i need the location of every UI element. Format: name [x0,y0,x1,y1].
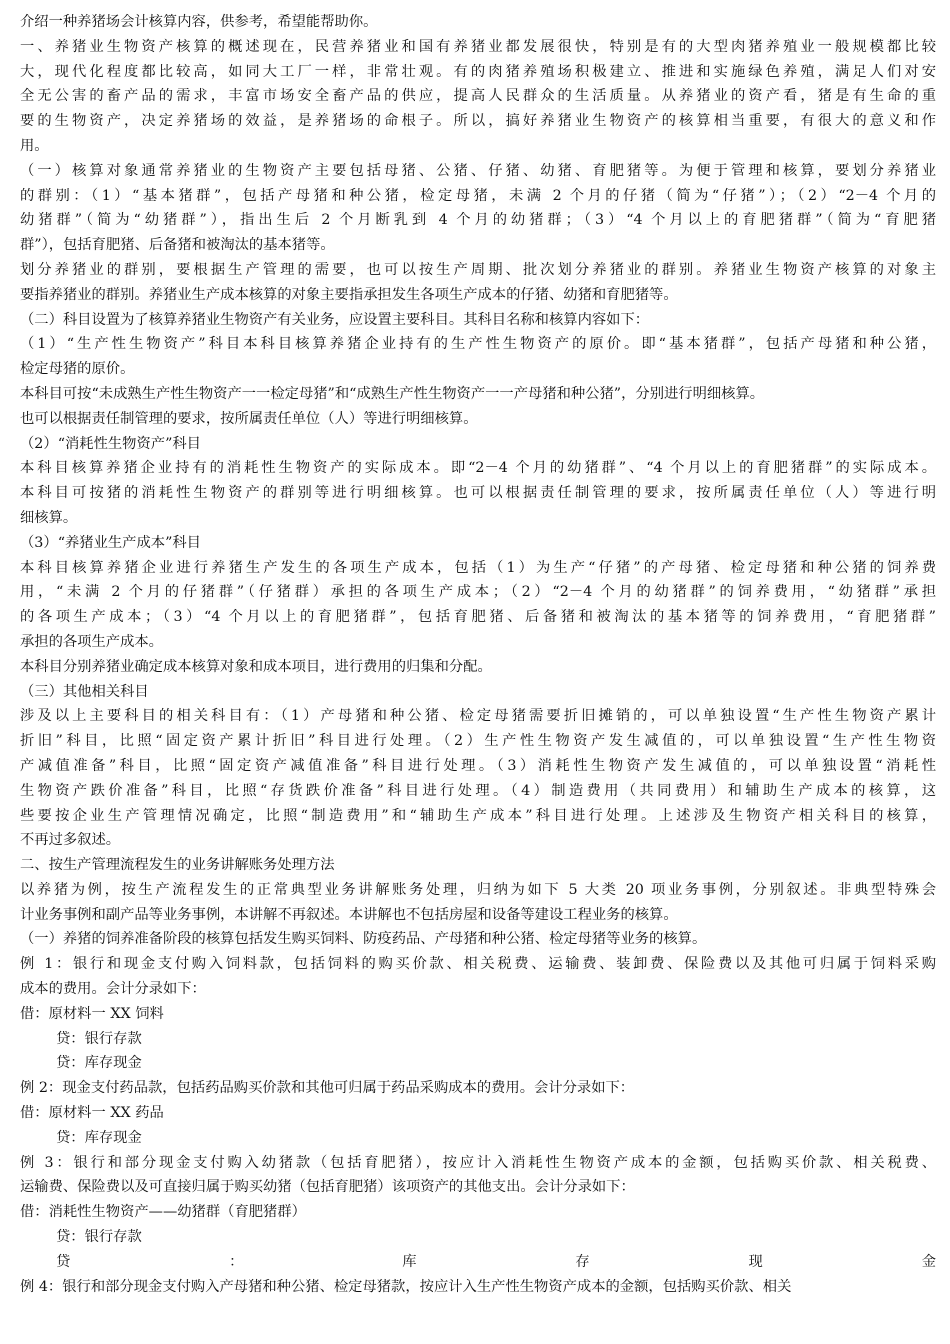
text-line: 些要按企业生产管理情况确定，比照“制造费用”和“辅助生产成本”科目进行处理。上述涉及生物资产相关科目的核算， [20,807,936,824]
text-line: 介绍一种养猪场会计核算内容，供参考，希望能帮助你。 [20,14,378,30]
text-line: 用，“未满 2 个月的仔猪群”（仔猪群）承担的各项生产成本；（2）“2－4 个月的幼猪群”的饲养费用，“幼猪群”承担 [20,584,936,601]
text-line: （三）其他相关科目 [20,683,149,700]
text-line: 贷：银行存款 [56,1229,142,1246]
text-line: 要的生物资产，决定养猪场的效益，是养猪场的命根子。所以，搞好养猪业生物资产的核算相当重要，有很大的意义和作 [20,113,936,130]
text-line: 幼猪群”（简为“幼猪群”），指出生后 2 个月断乳到 4 个月的幼猪群；（3）“4 个月以上的育肥猪群”（简为“育肥猪 [20,212,936,229]
text-line: 也可以根据责任制管理的要求，按所属责任单位（人）等进行明细核算。 [20,410,478,427]
text-line: 群”），包括育肥猪、后备猪和被淘汰的基本猪等。 [20,237,335,254]
text-line: 承担的各项生产成本。 [20,633,163,650]
text-line: 的各项生产成本；（3）“4 个月以上的育肥猪群”，包括育肥猪、后备猪和被淘汰的基本猪等的饲养费用，“育肥猪群” [20,609,936,626]
text-line: 细核算。 [20,509,78,526]
text-line: 计业务事例和副产品等业务事例，本讲解不再叙述。本讲解也不包括房屋和设备等建设工程业务的核算。 [20,906,678,923]
text-line: 本科目分别养猪业确定成本核算对象和成本项目，进行费用的归集和分配。 [20,658,492,675]
text-line: 本科目可按“未成熟生产性生物资产一一检定母猪”和“成熟生产性生物资产一一产母猪和种公猪”，分别进行明细核算。 [20,385,765,402]
text-line: 全无公害的畜产品的需求，丰富市场安全畜产品的供应，提高人民群众的生活质量。从养猪业的资产看，猪是有生命的重 [20,88,936,105]
text-line: 用。 [20,137,49,154]
text-line: 涉及以上主要科目的相关科目有：（1）产母猪和种公猪、检定母猪需要折旧摊销的，可以单独设置“生产性生物资产累计 [20,708,936,725]
text-line: 大，现代化程度都比较高，如同大工厂一样，非常壮观。有的肉猪养殖场积极建立、推进和实施绿色养殖，满足人们对安 [20,63,936,80]
text-line: （一）养猪的饲养准备阶段的核算包括发生购买饲料、防疫药品、产母猪和种公猪、检定母猪等业务的核算。 [20,931,707,948]
text-line: 检定母猪的原价。 [20,361,135,378]
text-line: 运输费、保险费以及可直接归属于购买幼猪（包括育肥猪）该项资产的其他支出。会计分录如下： [20,1179,635,1196]
text-line: 折旧”科目，比照“固定资产累计折旧”科目进行处理。（2）生产性生物资产发生减值的，可以单独设置“生产性生物资 [20,733,936,750]
text-line: （二）科目设置为了核算养猪业生物资产有关业务，应设置主要科目。其科目名称和核算内容如下： [20,311,650,328]
text-line: 产减值准备”科目，比照“固定资产减值准备”科目进行处理。（3）消耗性生物资产发生减值的，可以单独设置“消耗性 [20,757,936,774]
text-line: 借：原材料一 XX 饲料 [20,1005,164,1022]
text-line: （3）“养猪业生产成本”科目 [20,534,201,551]
text-line: 不再过多叙述。 [20,832,121,849]
text-line: 贷：库存现金 [56,1253,936,1270]
text-line: 成本的费用。会计分录如下： [20,981,206,998]
text-line: 二、按生产管理流程发生的业务讲解账务处理方法 [20,857,335,874]
text-line: 例 3：银行和部分现金支付购入幼猪款（包括育肥猪），按应计入消耗性生物资产成本的金额，包括购买价款、相关税费、 [20,1154,936,1171]
text-line: 贷：库存现金 [56,1055,142,1072]
text-line: （一）核算对象通常养猪业的生物资产主要包括母猪、公猪、仔猪、幼猪、育肥猪等。为便于管理和核算，要划分养猪业 [20,162,936,179]
text-line: 贷：库存现金 [56,1129,142,1146]
text-line: 一、养猪业生物资产核算的概述现在，民营养猪业和国有养猪业都发展很快，特别是有的大型肉猪养殖业一般规模都比较 [20,38,936,55]
text-line: 要指养猪业的群别。养猪业生产成本核算的对象主要指承担发生各项生产成本的仔猪、幼猪和育肥猪等。 [20,286,678,303]
text-line: 借：消耗性生物资产——幼猪群（育肥猪群） [20,1204,306,1221]
text-line: 以养猪为例，按生产流程发生的正常典型业务讲解账务处理，归纳为如下 5 大类 20 项业务事例，分别叙述。非典型特殊会 [20,881,936,898]
text-line: 例 1：银行和现金支付购入饲料款，包括饲料的购买价款、相关税费、运输费、装卸费、保险费以及其他可归属于饲料采购 [20,956,936,973]
text-line: 例 4：银行和部分现金支付购入产母猪和种公猪、检定母猪款，按应计入生产性生物资产成本的金额，包括购买价款、相关 [20,1278,792,1295]
text-line: 本科目核算养猪企业进行养猪生产发生的各项生产成本，包括（1）为生产“仔猪”的产母猪、检定母猪和种公猪的饲养费 [20,559,936,576]
text-line: 本科目核算养猪企业持有的消耗性生物资产的实际成本。即“2－4 个月的幼猪群”、“4 个月以上的育肥猪群”的实际成本。 [20,460,936,477]
text-line: 例 2：现金支付药品款，包括药品购买价款和其他可归属于药品采购成本的费用。会计分录如下： [20,1080,635,1097]
text-line: 的群别：（1）“基本猪群”，包括产母猪和种公猪，检定母猪，未满 2 个月的仔猪（简为“仔猪”）；（2）“2－4 个月的 [20,187,936,204]
text-line: 贷：银行存款 [56,1030,142,1047]
text-line: 生物资产跌价准备”科目，比照“存货跌价准备”科目进行处理。（4）制造费用（共同费用）和辅助生产成本的核算，这 [20,782,936,799]
text-line: （1）“生产性生物资产”科目本科目核算养猪企业持有的生产性生物资产的原价。即“基本猪群”，包括产母猪和种公猪， [20,336,936,353]
text-line: 划分养猪业的群别，要根据生产管理的需要，也可以按生产周期、批次划分养猪业的群别。养猪业生物资产核算的对象主 [20,261,936,278]
text-line: 借：原材料一 XX 药品 [20,1105,164,1122]
text-line: （2）“消耗性生物资产”科目 [20,435,201,452]
text-line: 本科目可按猪的消耗性生物资产的群别等进行明细核算。也可以根据责任制管理的要求，按所属责任单位（人）等进行明 [20,485,936,502]
